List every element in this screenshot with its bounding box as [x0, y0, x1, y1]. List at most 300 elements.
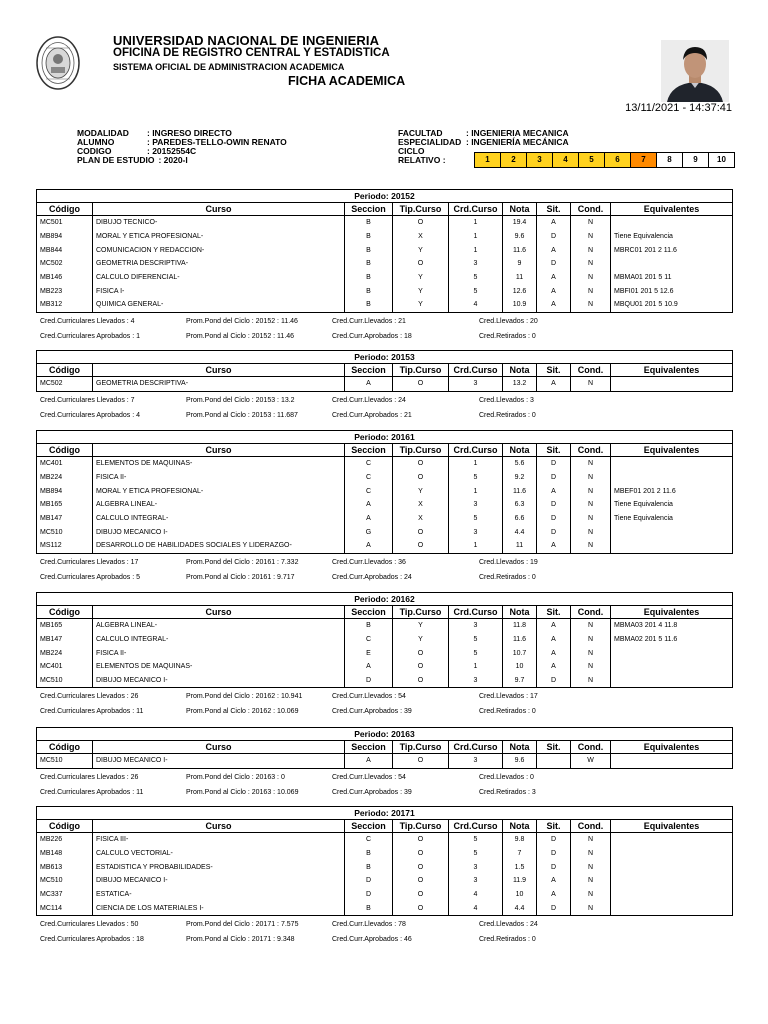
- cell-seccion: C: [345, 457, 393, 471]
- cell-seccion: G: [345, 525, 393, 539]
- cell-sit: A: [537, 484, 571, 498]
- table-row: [37, 216, 733, 230]
- cell-curso: QUIMICA GENERAL-: [93, 298, 345, 312]
- table-row: [37, 860, 733, 874]
- cell-seccion: A: [345, 512, 393, 526]
- column-header-cond: Cond.: [571, 606, 611, 619]
- cell-sit: D: [537, 901, 571, 915]
- ciclo-box-10: 10: [709, 152, 735, 168]
- cell-crd-curso: 1: [449, 230, 503, 244]
- cell-crd-curso: 1: [449, 216, 503, 230]
- cell-sit: D: [537, 257, 571, 271]
- cell-equivalentes: MBEF01 201 2 11.6: [611, 484, 733, 498]
- cell-codigo: MB894: [37, 484, 93, 498]
- period-section: [36, 350, 732, 426]
- table-row: [37, 284, 733, 298]
- cell-codigo: MB613: [37, 860, 93, 874]
- cell-curso: CALCULO INTEGRAL-: [93, 633, 345, 647]
- cell-nota: 9.7: [503, 674, 537, 688]
- cell-nota: 10: [503, 888, 537, 902]
- cell-crd-curso: 4: [449, 888, 503, 902]
- cell-seccion: D: [345, 874, 393, 888]
- prom-pond-al-ciclo: Prom.Pond al Ciclo : 20153 : 11.687: [186, 411, 298, 419]
- column-header-nota: Nota: [503, 444, 537, 457]
- cell-tip-curso: Y: [393, 243, 449, 257]
- cell-seccion: A: [345, 754, 393, 769]
- period-summary: [36, 688, 732, 722]
- cell-curso: FISICA I-: [93, 284, 345, 298]
- column-header-cond: Cond.: [571, 203, 611, 216]
- cell-tip-curso: O: [393, 874, 449, 888]
- cell-cond: N: [571, 525, 611, 539]
- cell-crd-curso: 5: [449, 512, 503, 526]
- cell-codigo: MB165: [37, 498, 93, 512]
- column-header-nota: Nota: [503, 820, 537, 833]
- cell-codigo: MB894: [37, 230, 93, 244]
- cell-nota: 4.4: [503, 901, 537, 915]
- cell-equivalentes: Tiene Equivalencia: [611, 230, 733, 244]
- cell-tip-curso: O: [393, 646, 449, 660]
- cell-codigo: MS112: [37, 539, 93, 553]
- cred-curr-llevados: Cred.Curr.Llevados : 78: [332, 921, 406, 929]
- cell-cond: N: [571, 674, 611, 688]
- cred-curr-aprobados: Cred.Curr.Aprobados : 39: [332, 788, 412, 796]
- cell-cond: N: [571, 633, 611, 647]
- column-header-crd-curso: Crd.Curso: [449, 444, 503, 457]
- column-header-cond: Cond.: [571, 364, 611, 377]
- table-row: [37, 754, 733, 769]
- prom-pond-al-ciclo: Prom.Pond al Ciclo : 20163 : 10.069: [186, 788, 299, 796]
- page-title: FICHA ACADEMICA: [288, 74, 406, 88]
- cred-curriculares-llevados: Cred.Curriculares Llevados : 26: [40, 773, 139, 781]
- university-name: UNIVERSIDAD NACIONAL DE INGENIERIA: [113, 33, 380, 48]
- cell-codigo: MC337: [37, 888, 93, 902]
- cell-codigo: MB224: [37, 471, 93, 485]
- cell-seccion: A: [345, 377, 393, 392]
- cell-tip-curso: O: [393, 847, 449, 861]
- ciclo-box-8: 8: [657, 152, 683, 168]
- column-header-seccion: Seccion: [345, 606, 393, 619]
- table-row: [37, 660, 733, 674]
- cell-equivalentes: [611, 674, 733, 688]
- column-header-tip-curso: Tip.Curso: [393, 606, 449, 619]
- cell-codigo: MC510: [37, 525, 93, 539]
- cell-tip-curso: Y: [393, 633, 449, 647]
- table-row: [37, 471, 733, 485]
- ciclo-label: CICLO RELATIVO :: [398, 146, 446, 165]
- cell-sit: A: [537, 660, 571, 674]
- table-row: [37, 674, 733, 688]
- column-header-tip-curso: Tip.Curso: [393, 364, 449, 377]
- period-summary: [36, 313, 732, 347]
- column-header-crd-curso: Crd.Curso: [449, 364, 503, 377]
- especialidad-value: : INGENIERÍA MECÁNICA: [466, 137, 569, 147]
- cell-equivalentes: Tiene Equivalencia: [611, 498, 733, 512]
- cell-codigo: MB312: [37, 298, 93, 312]
- period-title: Periodo: 20162: [37, 593, 733, 606]
- cell-nota: 13.2: [503, 377, 537, 392]
- cred-llevados: Cred.Llevados : 24: [479, 921, 538, 929]
- period-title: Periodo: 20171: [37, 807, 733, 820]
- ciclo-box-6: 6: [605, 152, 631, 168]
- ciclo-box-9: 9: [683, 152, 709, 168]
- cell-equivalentes: [611, 860, 733, 874]
- cell-seccion: B: [345, 271, 393, 285]
- cell-seccion: B: [345, 230, 393, 244]
- cell-cond: N: [571, 298, 611, 312]
- cell-curso: FISICA III-: [93, 833, 345, 847]
- cred-curr-aprobados: Cred.Curr.Aprobados : 24: [332, 573, 412, 581]
- cell-nota: 11.8: [503, 619, 537, 633]
- cell-cond: N: [571, 216, 611, 230]
- cell-sit: D: [537, 847, 571, 861]
- column-header-equivalentes: Equivalentes: [611, 203, 733, 216]
- column-header-codigo: Código: [37, 606, 93, 619]
- cell-curso: FISICA II-: [93, 646, 345, 660]
- cell-tip-curso: O: [393, 901, 449, 915]
- column-header-equivalentes: Equivalentes: [611, 741, 733, 754]
- cell-seccion: D: [345, 888, 393, 902]
- cell-tip-curso: O: [393, 660, 449, 674]
- cell-crd-curso: 1: [449, 484, 503, 498]
- cred-curriculares-aprobados: Cred.Curriculares Aprobados : 11: [40, 788, 144, 796]
- cell-equivalentes: [611, 377, 733, 392]
- column-header-tip-curso: Tip.Curso: [393, 820, 449, 833]
- column-header-codigo: Código: [37, 203, 93, 216]
- table-row: [37, 874, 733, 888]
- cell-tip-curso: X: [393, 512, 449, 526]
- cell-curso: DIBUJO MECANICO I-: [93, 754, 345, 769]
- cell-seccion: B: [345, 216, 393, 230]
- codigo-value: : 20152554C: [147, 146, 197, 156]
- cell-codigo: MB223: [37, 284, 93, 298]
- cell-nota: 4.4: [503, 525, 537, 539]
- period-summary: [36, 769, 732, 803]
- cell-cond: N: [571, 660, 611, 674]
- cell-equivalentes: [611, 660, 733, 674]
- table-row: [37, 271, 733, 285]
- column-header-nota: Nota: [503, 203, 537, 216]
- ciclo-box-4: 4: [553, 152, 579, 168]
- column-header-seccion: Seccion: [345, 741, 393, 754]
- column-header-codigo: Código: [37, 444, 93, 457]
- facultad-label: FACULTAD: [398, 128, 443, 138]
- cell-sit: A: [537, 284, 571, 298]
- cell-nota: 12.6: [503, 284, 537, 298]
- cell-sit: A: [537, 646, 571, 660]
- prom-pond-del-ciclo: Prom.Pond del Ciclo : 20162 : 10.941: [186, 693, 303, 701]
- cell-crd-curso: 3: [449, 257, 503, 271]
- table-row: [37, 619, 733, 633]
- cell-seccion: D: [345, 674, 393, 688]
- cell-seccion: A: [345, 539, 393, 553]
- prom-pond-del-ciclo: Prom.Pond del Ciclo : 20152 : 11.46: [186, 317, 298, 325]
- cell-tip-curso: Y: [393, 298, 449, 312]
- period-title: Periodo: 20161: [37, 431, 733, 444]
- cell-curso: FISICA II-: [93, 471, 345, 485]
- cell-cond: N: [571, 257, 611, 271]
- cred-llevados: Cred.Llevados : 0: [479, 773, 534, 781]
- column-header-crd-curso: Crd.Curso: [449, 741, 503, 754]
- column-header-sit: Sit.: [537, 364, 571, 377]
- cell-tip-curso: Y: [393, 619, 449, 633]
- period-table: [36, 430, 733, 554]
- cell-cond: N: [571, 484, 611, 498]
- cell-crd-curso: 5: [449, 471, 503, 485]
- cell-equivalentes: [611, 646, 733, 660]
- cell-cond: N: [571, 888, 611, 902]
- period-section: [36, 430, 732, 588]
- codigo-label: CODIGO: [77, 146, 112, 156]
- cell-curso: ESTATICA-: [93, 888, 345, 902]
- cell-cond: N: [571, 874, 611, 888]
- table-row: [37, 377, 733, 392]
- cell-crd-curso: 3: [449, 525, 503, 539]
- cell-sit: D: [537, 457, 571, 471]
- cell-equivalentes: MBQU01 201 5 10.9: [611, 298, 733, 312]
- column-header-crd-curso: Crd.Curso: [449, 820, 503, 833]
- cell-cond: N: [571, 847, 611, 861]
- cell-crd-curso: 4: [449, 298, 503, 312]
- cred-retirados: Cred.Retirados : 0: [479, 936, 536, 944]
- cell-sit: [537, 754, 571, 769]
- column-header-cond: Cond.: [571, 820, 611, 833]
- cell-seccion: B: [345, 243, 393, 257]
- cell-sit: A: [537, 271, 571, 285]
- period-section: [36, 592, 732, 722]
- column-header-tip-curso: Tip.Curso: [393, 203, 449, 216]
- cred-retirados: Cred.Retirados : 3: [479, 788, 536, 796]
- cell-sit: A: [537, 633, 571, 647]
- table-row: [37, 243, 733, 257]
- cred-curr-llevados: Cred.Curr.Llevados : 24: [332, 396, 406, 404]
- cell-crd-curso: 5: [449, 833, 503, 847]
- cell-nota: 6.3: [503, 498, 537, 512]
- cred-curriculares-llevados: Cred.Curriculares Llevados : 26: [40, 693, 139, 701]
- cell-codigo: MC510: [37, 874, 93, 888]
- cell-nota: 9.2: [503, 471, 537, 485]
- cred-curr-aprobados: Cred.Curr.Aprobados : 21: [332, 411, 412, 419]
- column-header-cond: Cond.: [571, 444, 611, 457]
- cell-crd-curso: 1: [449, 457, 503, 471]
- cred-curriculares-aprobados: Cred.Curriculares Aprobados : 11: [40, 708, 144, 716]
- cell-codigo: MB148: [37, 847, 93, 861]
- cell-codigo: MC502: [37, 377, 93, 392]
- column-header-curso: Curso: [93, 364, 345, 377]
- column-header-seccion: Seccion: [345, 364, 393, 377]
- period-section: [36, 806, 732, 950]
- cell-tip-curso: O: [393, 457, 449, 471]
- cell-curso: DIBUJO MECANICO I-: [93, 525, 345, 539]
- cell-curso: ELEMENTOS DE MAQUINAS-: [93, 457, 345, 471]
- cell-crd-curso: 3: [449, 754, 503, 769]
- cred-curriculares-aprobados: Cred.Curriculares Aprobados : 4: [40, 411, 140, 419]
- period-title: Periodo: 20163: [37, 728, 733, 741]
- cell-tip-curso: Y: [393, 484, 449, 498]
- cell-curso: ALGEBRA LINEAL-: [93, 498, 345, 512]
- cell-codigo: MC401: [37, 457, 93, 471]
- cell-crd-curso: 5: [449, 633, 503, 647]
- person-photo-icon: [661, 40, 729, 102]
- cell-nota: 9.6: [503, 230, 537, 244]
- column-header-sit: Sit.: [537, 444, 571, 457]
- cell-curso: GEOMETRIA DESCRIPTIVA-: [93, 377, 345, 392]
- cell-crd-curso: 3: [449, 498, 503, 512]
- cell-crd-curso: 1: [449, 539, 503, 553]
- column-header-sit: Sit.: [537, 820, 571, 833]
- cell-sit: D: [537, 674, 571, 688]
- cell-sit: D: [537, 512, 571, 526]
- table-row: [37, 230, 733, 244]
- cell-nota: 11.6: [503, 243, 537, 257]
- cell-tip-curso: O: [393, 216, 449, 230]
- cell-seccion: B: [345, 619, 393, 633]
- cell-seccion: B: [345, 298, 393, 312]
- cell-tip-curso: Y: [393, 284, 449, 298]
- cell-tip-curso: O: [393, 471, 449, 485]
- cell-sit: D: [537, 833, 571, 847]
- cell-seccion: B: [345, 860, 393, 874]
- column-header-seccion: Seccion: [345, 203, 393, 216]
- cell-codigo: MC510: [37, 674, 93, 688]
- cell-equivalentes: MBRC01 201 2 11.6: [611, 243, 733, 257]
- cred-retirados: Cred.Retirados : 0: [479, 573, 536, 581]
- cell-cond: N: [571, 457, 611, 471]
- cell-equivalentes: [611, 754, 733, 769]
- cell-nota: 6.6: [503, 512, 537, 526]
- cell-nota: 10.7: [503, 646, 537, 660]
- cred-curriculares-llevados: Cred.Curriculares Llevados : 50: [40, 921, 139, 929]
- table-row: [37, 833, 733, 847]
- cell-sit: A: [537, 298, 571, 312]
- cell-cond: N: [571, 498, 611, 512]
- column-header-nota: Nota: [503, 741, 537, 754]
- table-row: [37, 646, 733, 660]
- cell-cond: N: [571, 860, 611, 874]
- prom-pond-al-ciclo: Prom.Pond al Ciclo : 20171 : 9.348: [186, 936, 295, 944]
- cell-crd-curso: 4: [449, 901, 503, 915]
- column-header-crd-curso: Crd.Curso: [449, 203, 503, 216]
- cell-nota: 11.6: [503, 633, 537, 647]
- cell-crd-curso: 5: [449, 847, 503, 861]
- cell-cond: N: [571, 646, 611, 660]
- cell-equivalentes: [611, 539, 733, 553]
- cred-curriculares-llevados: Cred.Curriculares Llevados : 4: [40, 317, 135, 325]
- cell-nota: 9: [503, 257, 537, 271]
- cell-curso: CIENCIA DE LOS MATERIALES I-: [93, 901, 345, 915]
- cell-cond: N: [571, 539, 611, 553]
- cell-crd-curso: 5: [449, 646, 503, 660]
- cell-curso: ALGEBRA LINEAL-: [93, 619, 345, 633]
- cell-nota: 10: [503, 660, 537, 674]
- facultad-value: : INGENIERIA MECANICA: [466, 128, 569, 138]
- column-header-seccion: Seccion: [345, 444, 393, 457]
- cell-equivalentes: MBMA02 201 5 11.6: [611, 633, 733, 647]
- cell-codigo: MB147: [37, 633, 93, 647]
- cell-nota: 11.6: [503, 484, 537, 498]
- student-info: [77, 129, 287, 165]
- table-row: [37, 512, 733, 526]
- cell-codigo: MB165: [37, 619, 93, 633]
- modalidad-value: : INGRESO DIRECTO: [147, 128, 232, 138]
- university-seal-icon: [36, 36, 80, 90]
- cell-cond: N: [571, 901, 611, 915]
- cell-codigo: MB226: [37, 833, 93, 847]
- cell-tip-curso: O: [393, 674, 449, 688]
- cell-curso: MORAL Y ETICA PROFESIONAL-: [93, 230, 345, 244]
- cell-cond: N: [571, 377, 611, 392]
- cell-codigo: MC501: [37, 216, 93, 230]
- column-header-cond: Cond.: [571, 741, 611, 754]
- cell-codigo: MC502: [37, 257, 93, 271]
- cell-seccion: C: [345, 833, 393, 847]
- cell-curso: GEOMETRIA DESCRIPTIVA-: [93, 257, 345, 271]
- cred-retirados: Cred.Retirados : 0: [479, 332, 536, 340]
- cell-tip-curso: O: [393, 257, 449, 271]
- cell-curso: CALCULO VECTORIAL-: [93, 847, 345, 861]
- period-summary: [36, 916, 732, 950]
- cell-seccion: C: [345, 633, 393, 647]
- timestamp: 13/11/2021 - 14:37:41: [625, 102, 732, 114]
- cell-tip-curso: Y: [393, 271, 449, 285]
- plan-value: : 2020-I: [158, 155, 188, 165]
- column-header-equivalentes: Equivalentes: [611, 606, 733, 619]
- cell-sit: D: [537, 230, 571, 244]
- cell-seccion: B: [345, 284, 393, 298]
- cell-tip-curso: O: [393, 833, 449, 847]
- ciclo-box-3: 3: [527, 152, 553, 168]
- cell-crd-curso: 1: [449, 243, 503, 257]
- table-row: [37, 457, 733, 471]
- column-header-equivalentes: Equivalentes: [611, 820, 733, 833]
- table-row: [37, 484, 733, 498]
- cell-curso: ELEMENTOS DE MAQUINAS-: [93, 660, 345, 674]
- cell-sit: A: [537, 539, 571, 553]
- period-table: [36, 592, 733, 688]
- prom-pond-al-ciclo: Prom.Pond al Ciclo : 20152 : 11.46: [186, 332, 295, 340]
- cred-curriculares-aprobados: Cred.Curriculares Aprobados : 5: [40, 573, 140, 581]
- period-title: Periodo: 20153: [37, 351, 733, 364]
- cell-nota: 11.9: [503, 874, 537, 888]
- period-table: [36, 189, 733, 313]
- table-row: [37, 298, 733, 312]
- column-header-seccion: Seccion: [345, 820, 393, 833]
- prom-pond-al-ciclo: Prom.Pond al Ciclo : 20162 : 10.069: [186, 708, 299, 716]
- cell-seccion: B: [345, 901, 393, 915]
- cred-retirados: Cred.Retirados : 0: [479, 411, 536, 419]
- cred-curr-llevados: Cred.Curr.Llevados : 54: [332, 773, 406, 781]
- ciclo-relativo-boxes: [474, 152, 735, 168]
- cell-tip-curso: O: [393, 888, 449, 902]
- column-header-nota: Nota: [503, 364, 537, 377]
- table-row: [37, 847, 733, 861]
- cell-codigo: MC510: [37, 754, 93, 769]
- cell-equivalentes: MBFI01 201 5 12.6: [611, 284, 733, 298]
- cell-nota: 1.5: [503, 860, 537, 874]
- cell-sit: D: [537, 498, 571, 512]
- cell-cond: N: [571, 230, 611, 244]
- column-header-codigo: Código: [37, 820, 93, 833]
- cell-codigo: MB147: [37, 512, 93, 526]
- cell-sit: A: [537, 377, 571, 392]
- cell-equivalentes: [611, 901, 733, 915]
- period-title: Periodo: 20152: [37, 190, 733, 203]
- cred-curr-aprobados: Cred.Curr.Aprobados : 46: [332, 936, 412, 944]
- prom-pond-del-ciclo: Prom.Pond del Ciclo : 20161 : 7.332: [186, 558, 299, 566]
- cell-tip-curso: O: [393, 525, 449, 539]
- cell-equivalentes: [611, 216, 733, 230]
- cell-crd-curso: 5: [449, 271, 503, 285]
